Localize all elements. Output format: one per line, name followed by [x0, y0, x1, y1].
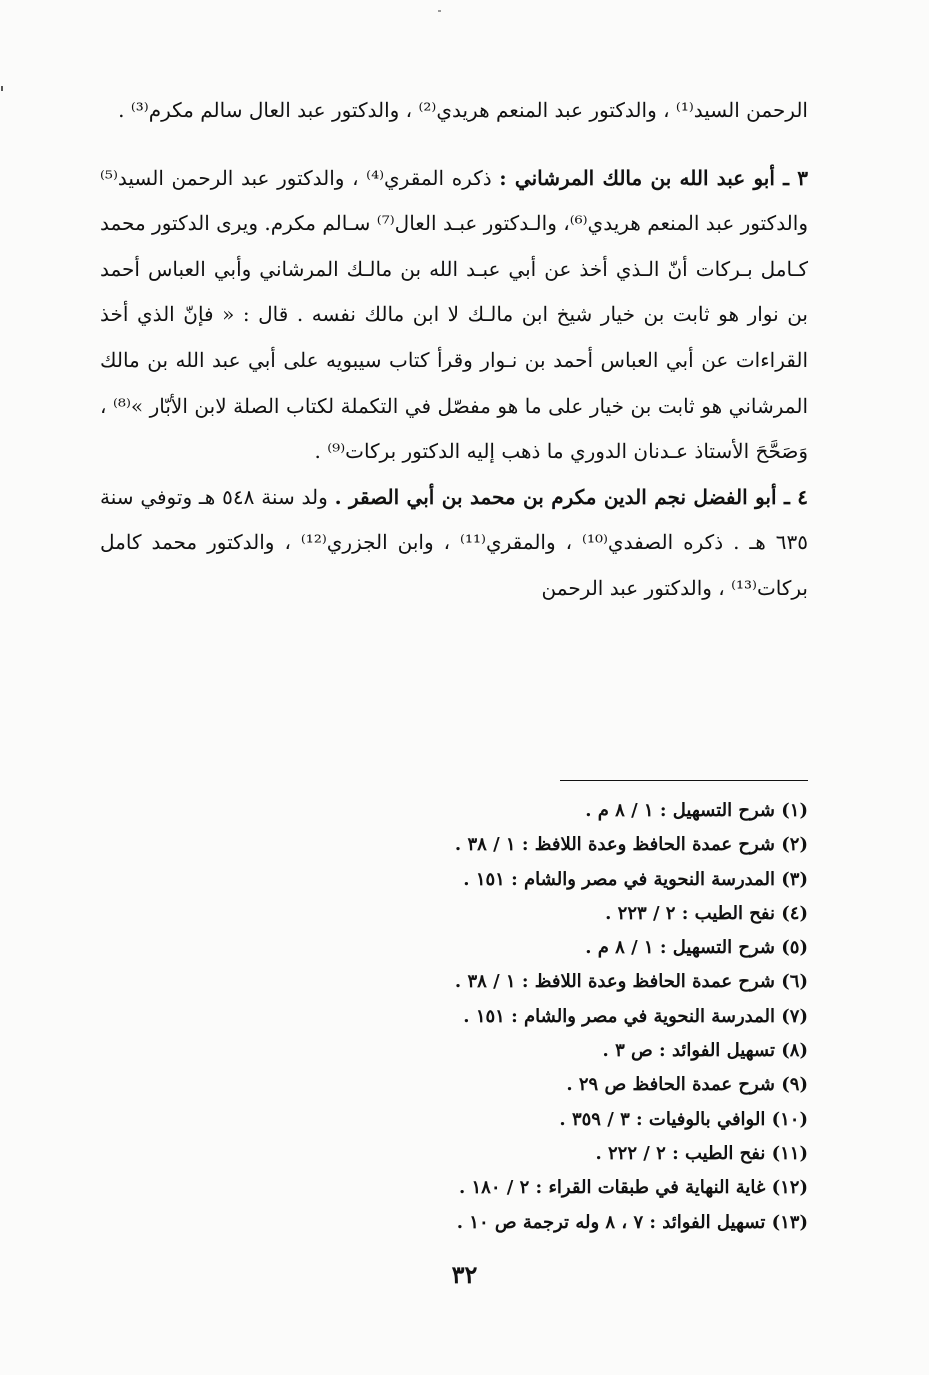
footnote: (٢) شرح عمدة الحافظ وعدة اللافظ : ١ / ٣٨ . — [454, 834, 808, 856]
paragraph-2 — [100, 156, 808, 475]
footnote: (١٠) الوافي بالوفيات : ٣ / ٣٥٩ . — [559, 1108, 808, 1130]
page-number: ٣٢ — [451, 1260, 478, 1289]
footnotes — [208, 794, 808, 1240]
footnote: (٧) المدرسة النحوية في مصر والشام : ١٥١ . — [463, 1005, 808, 1027]
footnote-separator — [560, 780, 808, 781]
footnote: (١٣) تسهيل الفوائد : ٧ ، ٨ وله ترجمة ص ١٠ . — [456, 1211, 808, 1233]
footnote: (٨) تسهيل الفوائد : ص ٣ . — [602, 1040, 808, 1062]
paragraph-1 — [100, 88, 808, 134]
paragraph-3 — [100, 475, 808, 612]
footnote: (٩) شرح عمدة الحافظ ص ٢٩ . — [566, 1074, 808, 1096]
footnote: (١١) نفح الطيب : ٢ / ٢٢٢ . — [595, 1142, 808, 1164]
footnote: (٥) شرح التسهيل : ١ / ٨ م . — [585, 937, 808, 959]
scan-speck — [438, 10, 441, 12]
footnote: (١) شرح التسهيل : ١ / ٨ م . — [585, 800, 808, 821]
paragraph-text: ولد سنة ٥٤٨ هـ وتوفي سنة ٦٣٥ هـ . ذكره الصفدي⁽¹⁰⁾ ، والمقري⁽¹¹⁾ ، وابن الجزري⁽¹²⁾ ، والدكتور محمد كامل بركات⁽¹³⁾ ، والدكتور عبد الرحمن — [100, 484, 809, 600]
footnote: (٤) نفح الطيب : ٢ / ٢٢٣ . — [605, 902, 808, 924]
entry-heading: ٣ ـ أبو عبد الله بن مالك المرشاني : — [499, 165, 809, 190]
footnote: (٦) شرح عمدة الحافظ وعدة اللافظ : ١ / ٣٨ . — [454, 971, 808, 993]
paragraph-text: الرحمن السيد⁽¹⁾ ، والدكتور عبد المنعم هريدي⁽²⁾ ، والدكتور عبد العال سالم مكرم⁽³⁾ . — [118, 98, 808, 122]
entry-heading: ٤ ـ أبو الفضل نجم الدين مكرم بن محمد بن أبي الصقر . — [334, 484, 808, 509]
main-text — [100, 88, 808, 612]
paragraph-text: ذكره المقري⁽⁴⁾ ، والدكتور عبد الرحمن السيد⁽⁵⁾ والدكتور عبد المنعم هريدي⁽⁶⁾، والـدكتور عبـد العال⁽⁷⁾ سـالم مكرم. ويرى الدكتور محمد كـامل بـركات أنّ الـذي أخذ عن أبي عبـد الله بن مالـك المرشاني وأبي العباس أحمد بن نوار هو ثابت بن خيار شيخ ابن مالـك لا ابن مالك نفسه . قال : « فإنّ الذي أخذ القراءات عن أبي العباس أحمد بن نـوار وقرأ كتاب سيبويه على أبي عبد الله بن مالك المرشاني هو ثابت بن خيار على ما هو مفصّل في التكملة لكتاب الصلة لابن الأبّار »⁽⁸⁾ ، وَصَحَّحَ الأستاذ عـدنان الدوري ما ذهب إليه الدكتور بركات⁽⁹⁾ . — [100, 165, 808, 464]
footnote: (١٢) غاية النهاية في طبقات القراء : ٢ / ١٨٠ . — [458, 1177, 808, 1199]
scan-speck — [1, 86, 3, 91]
footnote: (٣) المدرسة النحوية في مصر والشام : ١٥١ . — [463, 868, 808, 890]
